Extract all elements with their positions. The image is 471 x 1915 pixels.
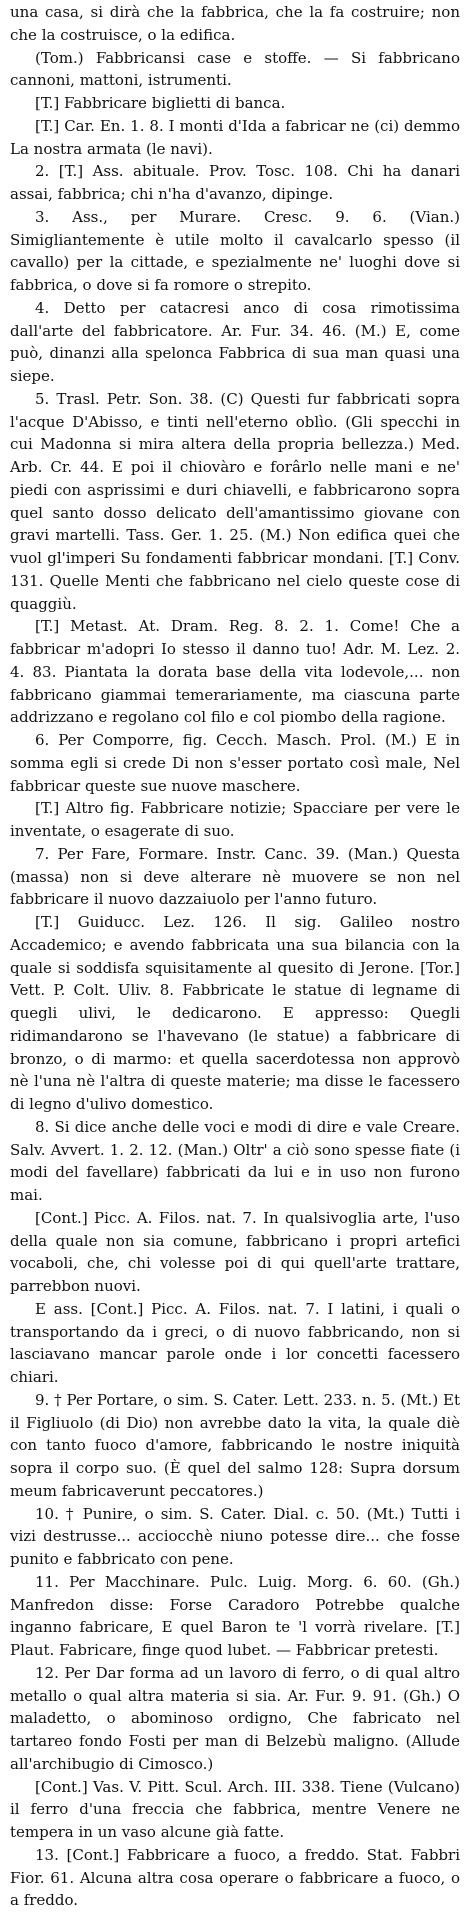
- dictionary-entry-fabbricare: [10, 1, 460, 1912]
- entry-paragraph: una casa, si dirà che la fabbrica, che la fa costruire; non che la costruisce, o la edifica.: [10, 3, 460, 44]
- entry-paragraph: 5. Trasl. Petr. Son. 38. (C) Questi fur fabbricati sopra l'acque D'Abisso, e tinti nell'eterno oblìo. (Gli specchi in cui Madonna si mira altera della propria bellezza.) Med. Arb. Cr. 44. E poi il chiovàro e forârlo nelle mani e ne' piedi con asprissimi e duri chiavelli, e fabbricarono sopra quel santo dosso delicato dell'amantissimo giovane con gravi martelli. Tass. Ger. 1. 25. (M.) Non edifica quei che vuol gl'imperi Su fondamenti fabbricar mondani. [T.] Conv. 131. Quelle Menti che fabbricano nel cielo queste cose di quaggiù.: [10, 389, 460, 613]
- entry-paragraph: 11. Per Macchinare. Pulc. Luig. Morg. 6. 60. (Gh.) Manfredon disse: Forse Caradoro Potrebbe qualche inganno fabricare, E quel Baron te 'l vorrà rivelare. [T.] Plaut. Fabricare, finge quod lubet. — Fabbricar pretesti.: [10, 1572, 460, 1659]
- entry-paragraph: [T.] Altro fig. Fabbricare notizie; Spacciare per vere le inventate, o esagerate di suo.: [10, 799, 460, 840]
- entry-paragraph: [T.] Fabbricare biglietti di banca.: [35, 94, 286, 112]
- entry-paragraph: 4. Detto per catacresi anco di cosa rimotissima dall'arte del fabbricatore. Ar. Fur. 34. 46. (M.) E, come può, dinanzi alla spelonca Fabbrica di sua man quasi una siepe.: [10, 298, 460, 385]
- entry-paragraph: 9. † Per Portare, o sim. S. Cater. Lett. 233. n. 5. (Mt.) Et il Figliuolo (di Dio) non avrebbe dato la vita, la quale diè con tanto fuoco d'amore, fabbricando le nostre iniquità sopra il corpo suo. (È quel del salmo 128: Supra dorsum meum fabricaverunt peccatores.): [10, 1390, 460, 1500]
- entry-paragraph: [T.] Metast. At. Dram. Reg. 8. 2. 1. Come! Che a fabbricar m'adopri Io stesso il danno tuo! Adr. M. Lez. 2. 4. 83. Piantata la dorata base della vita lodevole,... non fabbricano giammai temerariamente, ma ciascuna parte addrizzano e regolano col filo e col piombo della ragione.: [10, 617, 460, 727]
- entry-paragraph: 13. [Cont.] Fabbricare a fuoco, a freddo. Stat. Fabbri Fior. 61. Alcuna altra cosa operare o fabbricare a fuoco, o a freddo.: [10, 1845, 460, 1910]
- entry-paragraph: [Cont.] Picc. A. Filos. nat. 7. In qualsivoglia arte, l'uso della quale non sia comune, fabbricano i propri artefici vocaboli, che, chi volesse poi di qui quell'arte trattare, parrebbon nuovi.: [10, 1208, 460, 1295]
- entry-paragraph: 8. Si dice anche delle voci e modi di dire e vale Creare. Salv. Avvert. 1. 2. 12. (Man.) Oltr' a ciò sono spesse fiate (i modi del favellare) fabbricati da lui e in uso non furono mai.: [10, 1117, 460, 1204]
- entry-paragraph: 7. Per Fare, Formare. Instr. Canc. 39. (Man.) Questa (massa) non si deve alterare nè muovere se non nel fabbricare il nuovo dazzaiuolo per l'anno futuro.: [10, 844, 460, 909]
- entry-paragraph: [T.] Guiducc. Lez. 126. Il sig. Galileo nostro Accademico; e avendo fabbricata una sua bilancia con la quale si soddisfa squisitamente al quesito di Jerone. [Tor.] Vett. P. Colt. Uliv. 8. Fabbricate le statue di legname di quegli ulivi, le dedicarono. E appresso: Quegli ridimandarono se l'havevano (le statue) a fabbricare di bronzo, o di marmo: et quella sacerdotessa non approvò nè l'una nè l'altra di queste materie; ma disse le facessero di legno d'ulivo domestico.: [10, 913, 460, 1113]
- entry-paragraph: 12. Per Dar forma ad un lavoro di ferro, o di qual altro metallo o qual altra materia si sia. Ar. Fur. 9. 91. (Gh.) O maladetto, o abominoso ordigno, Che fabricato nel tartareo fondo Fosti per man di Belzebù maligno. (Allude all'archibugio di Cimosco.): [10, 1663, 460, 1773]
- entry-paragraph: E ass. [Cont.] Picc. A. Filos. nat. 7. I latini, i quali o transportando da i greci, o di nuovo fabbricando, non si lasciavano mancar parole onde i lor concetti facessero chiari.: [10, 1299, 460, 1386]
- entry-paragraph: 3. Ass., per Murare. Cresc. 9. 6. (Vian.) Simigliantemente è utile molto il cavalcarlo spesso (il cavallo) per la cittade, e spezialmente ne' luoghi dove si fabbrica, o dove si fa romore o strepito.: [10, 207, 460, 294]
- entry-paragraph: [Cont.] Vas. V. Pitt. Scul. Arch. III. 338. Tiene (Vulcano) il ferro d'una freccia che fabbrica, mentre Venere ne tempera in un vaso alcune già fatte.: [10, 1777, 460, 1841]
- entry-paragraph: (Tom.) Fabbricansi case e stoffe. — Si fabbricano cannoni, mattoni, istrumenti.: [10, 48, 460, 90]
- entry-paragraph: 6. Per Comporre, fig. Cecch. Masch. Prol. (M.) E in somma egli si crede Di non s'esser portato così male, Nel fabbricar queste sue nuove maschere.: [10, 731, 460, 795]
- entry-paragraph: 2. [T.] Ass. abituale. Prov. Tosc. 108. Chi ha danari assai, fabbrica; chi n'ha d'avanzo, dipinge.: [10, 162, 460, 203]
- entry-paragraph: 10. † Punire, o sim. S. Cater. Dial. c. 50. (Mt.) Tutti i vizi destrusse... acciocchè niuno potesse dire... che fosse punito e fabbricato con pene.: [10, 1504, 460, 1568]
- entry-paragraph: [T.] Car. En. 1. 8. I monti d'Ida a fabricar ne (ci) demmo La nostra armata (le navi).: [10, 116, 460, 158]
